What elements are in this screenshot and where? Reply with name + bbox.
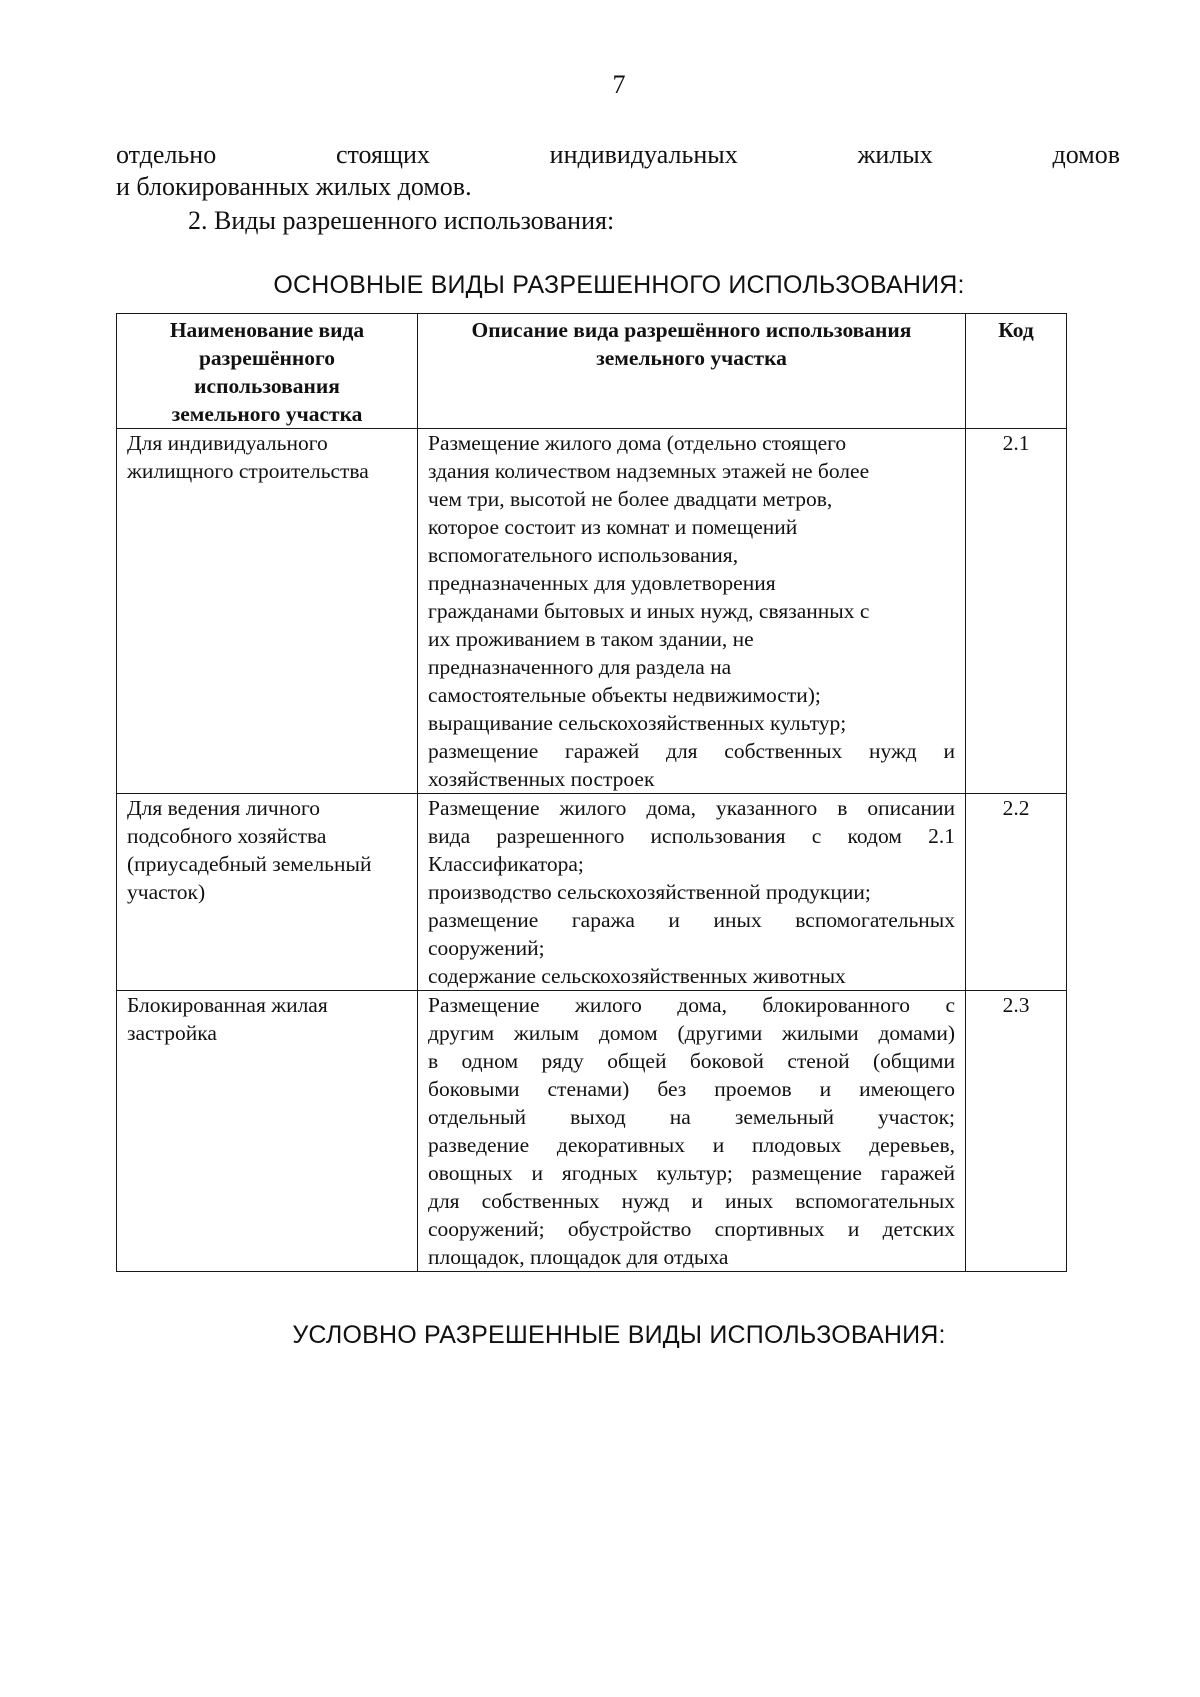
- page-number: 7: [612, 70, 626, 99]
- use-description-line: производство сельскохозяйственной продукции;: [428, 880, 871, 904]
- use-description-line: в одном ряду общей боковой стеной (общими: [428, 1049, 955, 1073]
- table-body: [117, 429, 1067, 1272]
- use-description-line: для собственных нужд и иных вспомогательных: [428, 1189, 955, 1213]
- header-description-line: Описание вида разрешённого использования: [471, 318, 912, 342]
- use-name-line: участок): [127, 880, 206, 904]
- use-description-line: разведение декоративных и плодовых деревьев,: [428, 1133, 955, 1157]
- header-name: [117, 314, 418, 429]
- use-description-line: предназначенных для удовлетворения: [428, 571, 776, 595]
- use-description-line: хозяйственных построек: [428, 767, 655, 791]
- use-description-line: содержание сельскохозяйственных животных: [428, 964, 846, 988]
- intro-word: стоящих: [335, 140, 430, 169]
- intro-word: домов: [1052, 140, 1120, 169]
- use-name-line: Для индивидуального: [127, 431, 328, 455]
- use-code-cell: 2.3: [966, 991, 1067, 1272]
- intro-word: отдельно: [116, 140, 217, 169]
- header-name-line: Наименование вида: [169, 318, 365, 342]
- use-name-line: Для ведения личного: [127, 796, 321, 820]
- intro-word: жилых: [857, 140, 933, 169]
- main-uses-title: ОСНОВНЫЕ ВИДЫ РАЗРЕШЕННОГО ИСПОЛЬЗОВАНИЯ:: [273, 271, 965, 299]
- intro-word: индивидуальных: [549, 140, 738, 169]
- header-name-line: использования: [194, 374, 340, 398]
- use-name-cell: [117, 991, 418, 1272]
- use-description-line: вида разрешенного использования с кодом 2.1: [428, 824, 955, 848]
- use-description-line: овощных и ягодных культур; размещение гаражей: [428, 1161, 955, 1185]
- use-description-line: гражданами бытовых и иных нужд, связанных с: [428, 599, 870, 623]
- header-code: Код: [966, 314, 1067, 429]
- use-description-line: другим жилым домом (другими жилыми домами): [428, 1021, 955, 1045]
- use-name-cell: [117, 794, 418, 991]
- header-description-line: земельного участка: [596, 346, 787, 370]
- use-name-line: (приусадебный земельный: [127, 852, 372, 876]
- use-description-cell: [418, 429, 966, 794]
- use-description-line: отдельный выход на земельный участок;: [428, 1105, 955, 1129]
- use-code-cell: 2.1: [966, 429, 1067, 794]
- conditional-uses-title: УСЛОВНО РАЗРЕШЕННЫЕ ВИДЫ ИСПОЛЬЗОВАНИЯ:: [292, 1321, 946, 1349]
- table-header-row: [117, 314, 1067, 429]
- table-row: [117, 429, 1067, 794]
- table-row: [117, 794, 1067, 991]
- use-description-cell: [418, 794, 966, 991]
- use-description-line: которое состоит из комнат и помещений: [428, 515, 798, 539]
- use-name-line: Блокированная жилая: [127, 993, 328, 1017]
- use-description-line: размещение гаража и иных вспомогательных: [428, 908, 955, 932]
- use-description-line: Размещение жилого дома (отдельно стоящего: [428, 431, 847, 455]
- use-code-cell: 2.2: [966, 794, 1067, 991]
- use-description-line: площадок, площадок для отдыха: [428, 1245, 729, 1269]
- use-description-line: Классификатора;: [428, 852, 584, 876]
- table-row: [117, 991, 1067, 1272]
- use-description-line: самостоятельные объекты недвижимости);: [428, 683, 821, 707]
- header-name-line: разрешённого: [198, 346, 336, 370]
- header-description: [418, 314, 966, 429]
- use-name-line: жилищного строительства: [127, 459, 369, 483]
- use-description-line: чем три, высотой не более двадцати метров,: [428, 487, 833, 511]
- intro-line-1: [116, 140, 1120, 170]
- use-description-line: размещение гаражей для собственных нужд и: [428, 739, 955, 763]
- permitted-uses-table: [116, 313, 1067, 1272]
- intro-line-3: 2. Виды разрешенного использования:: [188, 206, 615, 235]
- use-name-cell: [117, 429, 418, 794]
- intro-line-2: и блокированных жилых домов.: [116, 172, 472, 201]
- use-description-line: их проживанием в таком здании, не: [428, 627, 754, 651]
- use-description-line: боковыми стенами) без проемов и имеющего: [428, 1077, 955, 1101]
- use-description-cell: [418, 991, 966, 1272]
- use-description-line: Размещение жилого дома, указанного в описании: [428, 796, 955, 820]
- header-name-line: земельного участка: [171, 402, 363, 426]
- use-name-line: застройка: [127, 1021, 217, 1045]
- use-description-line: вспомогательного использования,: [428, 543, 739, 567]
- use-description-line: выращивание сельскохозяйственных культур;: [428, 711, 847, 735]
- use-description-line: здания количеством надземных этажей не более: [428, 459, 870, 483]
- use-description-line: Размещение жилого дома, блокированного с: [428, 993, 955, 1017]
- use-description-line: сооружений;: [428, 936, 545, 960]
- use-name-line: подсобного хозяйства: [127, 824, 327, 848]
- use-description-line: сооружений; обустройство спортивных и детских: [428, 1217, 955, 1241]
- use-description-line: предназначенного для раздела на: [428, 655, 732, 679]
